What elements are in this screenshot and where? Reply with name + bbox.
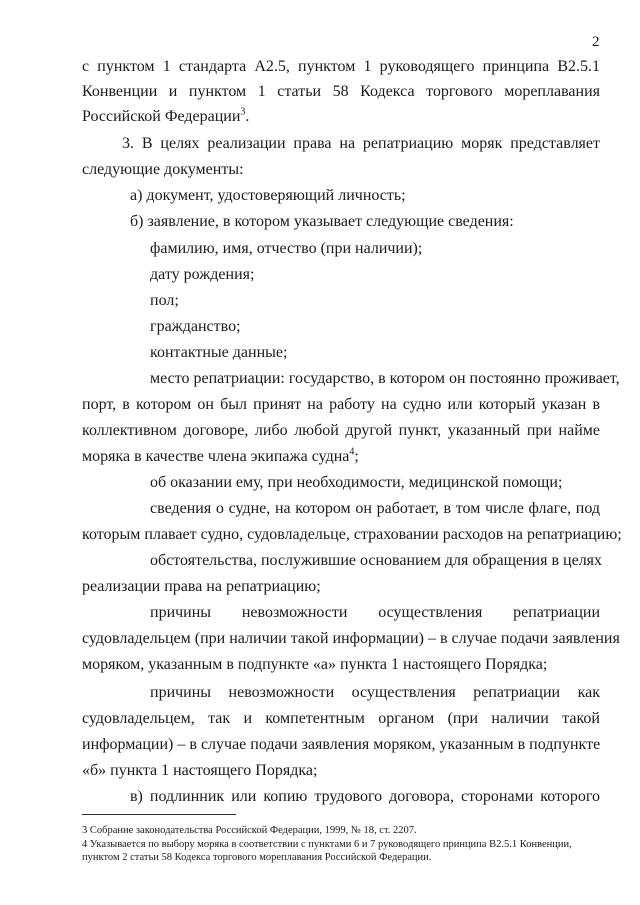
body-line: Конвенции и пунктом 1 статьи 58 Кодекса торгового мореплавания [82, 83, 600, 100]
page-number: 2 [592, 34, 600, 50]
body-line: фамилию, имя, отчество (при наличии); [150, 240, 423, 257]
body-line: судовладельцем, так и компетентным органом (при наличии такой [82, 710, 600, 727]
body-line: причины невозможности осуществления репатриации [150, 604, 600, 621]
body-line: причины невозможности осуществления репатриации как [150, 684, 600, 701]
body-line: с пунктом 1 стандарта А2.5, пунктом 1 руководящего принципа В2.5.1 [82, 58, 600, 75]
body-line: обстоятельства, послужившие основанием для обращения в целях [150, 552, 603, 569]
body-line: следующие документы: [82, 161, 244, 178]
body-line: «б» пункта 1 настоящего Порядка; [82, 762, 318, 779]
body-line: 3. В целях реализации права на репатриацию моряк представляет [122, 135, 600, 152]
body-line: которым плавает судно, судовладельце, страховании расходов на репатриацию; [82, 526, 622, 543]
footnote: 4 Указывается по выбору моряка в соответствии с пунктами 6 и 7 руководящего принципа В2.5.1 Конвенции, [82, 839, 572, 850]
body-line: моряка в качестве члена экипажа судна$^4$; [82, 446, 359, 465]
body-line: дату рождения; [150, 266, 255, 283]
footnote: пунктом 2 статьи 58 Кодекса торгового мореплавания Российской Федерации. [82, 852, 432, 863]
body-line: контактные данные; [150, 344, 288, 361]
footnote-ref: 3 [240, 106, 246, 118]
body-line: сведения о судне, на котором он работает, в том числе флаге, под [150, 500, 600, 517]
footnote-ref: 4 [349, 446, 355, 458]
body-line: коллективном договоре, либо любой другой пункт, указанный при найме [82, 422, 600, 439]
body-line: пол; [150, 292, 179, 309]
body-line: моряком, указанным в подпункте «а» пункта 1 настоящего Порядка; [82, 656, 548, 673]
body-line: Российской Федерации$^3$. [82, 106, 250, 125]
body-line: информации) – в случае подачи заявления моряком, указанным в подпункте [82, 736, 601, 753]
list-item-b: б) заявление, в котором указывает следующие сведения: [130, 213, 514, 230]
body-line: гражданство; [150, 318, 241, 335]
list-item-a: а) документ, удостоверяющий личность; [130, 187, 406, 204]
body-line: реализации права на репатриацию; [82, 578, 321, 595]
list-item-v: в) подлинник или копию трудового договора, сторонами которого [130, 788, 600, 805]
body-line: порт, в котором он был принят на работу на судно или который указан в [82, 396, 600, 413]
body-line: судовладельцем (при наличии такой информации) – в случае подачи заявления [82, 630, 620, 647]
body-line: об оказании ему, при необходимости, медицинской помощи; [150, 474, 563, 491]
footnote-separator [82, 814, 236, 815]
footnote: 3 Собрание законодательства Российской Федерации, 1999, № 18, ст. 2207. [82, 825, 417, 836]
body-line: место репатриации: государство, в котором он постоянно проживает, [150, 370, 620, 387]
